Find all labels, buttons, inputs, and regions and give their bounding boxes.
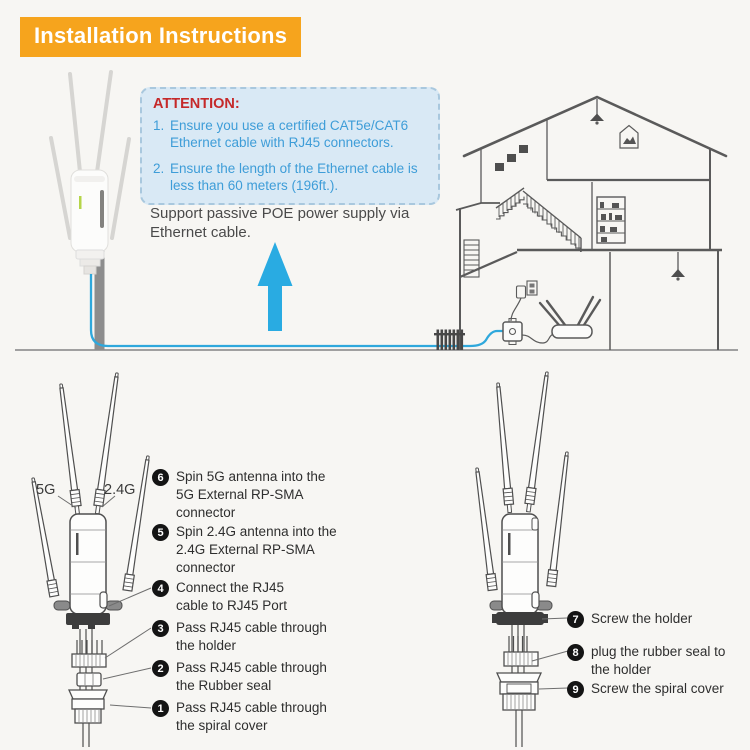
- step-text: Spin 5G antenna into the 5G External RP-SMA connector: [176, 469, 326, 520]
- rubber-seal-part: [77, 673, 101, 686]
- step-2: [152, 659, 327, 695]
- label-5g: 5G: [36, 482, 56, 498]
- step-7: [567, 610, 692, 628]
- step-text: plug the rubber seal to the holder: [591, 644, 726, 677]
- step-text: Spin 2.4G antenna into the 2.4G External RP-SMA connector: [176, 524, 337, 575]
- step-9: [567, 680, 724, 698]
- step-3: [152, 619, 327, 655]
- page-title: Installation Instructions: [20, 17, 301, 57]
- step-badge: 5: [152, 524, 169, 541]
- router-icon: [540, 297, 600, 338]
- wall-pictures: [495, 145, 528, 171]
- attention-item-2: 2. Ensure the length of the Ethernet cable is less than 60 meters (196ft.).: [153, 161, 418, 193]
- poe-injector-icon: [503, 319, 555, 345]
- wall-outlet: [527, 281, 537, 295]
- ceiling-lamp-ground: [671, 252, 685, 281]
- led-strip: [79, 196, 82, 209]
- up-arrow-icon: [258, 242, 293, 331]
- attention-title: ATTENTION:: [153, 96, 240, 112]
- holder-part: [72, 640, 106, 667]
- antenna-5g-left: [57, 383, 83, 514]
- step-badge: 1: [152, 700, 169, 717]
- spiral-cover-attached: [497, 673, 541, 710]
- step-badge: 6: [152, 469, 169, 486]
- step-5: [152, 523, 337, 577]
- step-text: Connect the RJ45 cable to RJ45 Port: [176, 580, 288, 613]
- device-assembled-diagram: [473, 371, 572, 747]
- spiral-cover-part: [69, 690, 107, 723]
- bookshelf: [597, 197, 625, 243]
- step-text: Screw the spiral cover: [591, 681, 724, 696]
- house-illustration: [434, 97, 726, 350]
- ceiling-lamp-attic: [590, 99, 604, 125]
- attention-box: [140, 87, 440, 205]
- label-24g: 2.4G: [104, 482, 136, 498]
- step-8: [567, 643, 725, 679]
- antenna-side-right: [123, 455, 152, 591]
- step-text: Pass RJ45 cable through the spiral cover: [176, 700, 327, 733]
- step-4: [152, 579, 287, 615]
- step-text: Pass RJ45 cable through the holder: [176, 620, 327, 653]
- rubber-seal-attached: [504, 636, 538, 666]
- step-badge: 8: [567, 644, 584, 661]
- attention-item-1: 1. Ensure you use a certified CAT5e/CAT6 Ethernet cable with RJ45 connectors.: [153, 118, 409, 150]
- step-badge: 9: [567, 681, 584, 698]
- step-text: Screw the holder: [591, 611, 693, 626]
- step-text: Pass RJ45 cable through the Rubber seal: [176, 660, 327, 693]
- holder-attached: [496, 612, 544, 625]
- step-badge: 7: [567, 611, 584, 628]
- staircase: [496, 188, 581, 252]
- picture-frame: [620, 126, 638, 149]
- step-badge: 3: [152, 620, 169, 637]
- power-adapter: [511, 286, 526, 321]
- step-badge: 4: [152, 580, 169, 597]
- step-6: [152, 468, 325, 522]
- poe-note: Support passive POE power supply via Ethernet cable.: [150, 205, 410, 241]
- device-exploded-diagram: [29, 372, 153, 747]
- step-badge: 2: [152, 660, 169, 677]
- step-1: [152, 699, 327, 735]
